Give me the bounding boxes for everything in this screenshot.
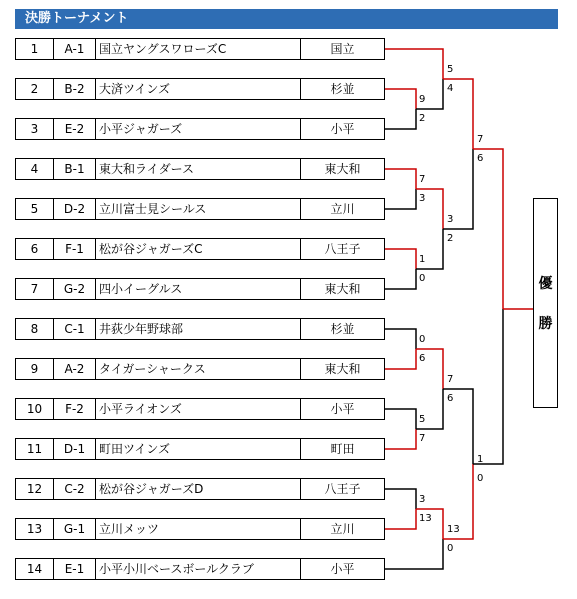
score-label: 3 bbox=[447, 214, 454, 225]
score-label: 1 bbox=[477, 454, 484, 465]
bracket-line bbox=[385, 189, 416, 209]
score-label: 3 bbox=[419, 193, 426, 204]
team-number: 4 bbox=[16, 159, 54, 179]
score-label: 3 bbox=[419, 494, 426, 505]
team-name: 立川メッツ bbox=[96, 519, 301, 539]
score-label: 5 bbox=[419, 414, 426, 425]
score-label: 2 bbox=[419, 113, 426, 124]
team-number: 9 bbox=[16, 359, 54, 379]
team-name: 井荻少年野球部 bbox=[96, 319, 301, 339]
score-label: 4 bbox=[447, 83, 454, 94]
team-city: 杉並 bbox=[330, 322, 355, 336]
score-label: 7 bbox=[477, 134, 484, 145]
team-number: 5 bbox=[16, 199, 54, 219]
score-label: 6 bbox=[477, 153, 484, 164]
bracket-line bbox=[385, 539, 443, 569]
team-number: 10 bbox=[16, 399, 54, 419]
team-code: A-2 bbox=[54, 359, 96, 379]
team-name: 町田ツインズ bbox=[96, 439, 301, 459]
team-number: 11 bbox=[16, 439, 54, 459]
score-label: 0 bbox=[419, 334, 426, 345]
score-label: 6 bbox=[419, 353, 426, 364]
champion-box bbox=[533, 198, 558, 408]
score-label: 6 bbox=[447, 393, 454, 404]
team-number: 1 bbox=[16, 39, 54, 59]
team-number: 12 bbox=[16, 479, 54, 499]
bracket-line bbox=[385, 489, 416, 509]
bracket-line bbox=[385, 349, 416, 369]
bracket-line bbox=[385, 409, 416, 429]
team-number: 8 bbox=[16, 319, 54, 339]
team-code: E-1 bbox=[54, 559, 96, 579]
bracket-line bbox=[385, 269, 416, 289]
team-city: 小平 bbox=[330, 562, 355, 576]
bracket-line bbox=[385, 89, 416, 109]
score-label: 1 bbox=[419, 254, 426, 265]
team-code: F-1 bbox=[54, 239, 96, 259]
team-code: G-1 bbox=[54, 519, 96, 539]
score-label: 7 bbox=[419, 433, 426, 444]
team-name: タイガーシャークス bbox=[96, 359, 301, 379]
tournament-title: 決勝トーナメント bbox=[15, 9, 558, 29]
team-name: 立川富士見シールス bbox=[96, 199, 301, 219]
team-city: 八王子 bbox=[324, 482, 361, 496]
team-city: 東大和 bbox=[324, 162, 361, 176]
team-code: C-1 bbox=[54, 319, 96, 339]
bracket-line bbox=[473, 309, 503, 464]
team-number: 3 bbox=[16, 119, 54, 139]
team-number: 2 bbox=[16, 79, 54, 99]
team-code: E-2 bbox=[54, 119, 96, 139]
team-code: D-2 bbox=[54, 199, 96, 219]
team-name: 小平小川ベースボールクラブ bbox=[96, 559, 301, 579]
bracket-line bbox=[385, 509, 416, 529]
team-name: 大済ツインズ bbox=[96, 79, 301, 99]
team-code: G-2 bbox=[54, 279, 96, 299]
team-city: 八王子 bbox=[324, 242, 361, 256]
team-name: 小平ライオンズ bbox=[96, 399, 301, 419]
score-label: 5 bbox=[447, 64, 454, 75]
bracket-line bbox=[385, 329, 416, 349]
team-name: 松が谷ジャガーズC bbox=[96, 239, 301, 259]
bracket-line bbox=[385, 169, 416, 189]
score-label: 13 bbox=[447, 524, 460, 535]
score-label: 7 bbox=[447, 374, 454, 385]
bracket-line bbox=[385, 109, 416, 129]
score-label: 0 bbox=[447, 543, 454, 554]
team-city: 小平 bbox=[330, 122, 355, 136]
team-city: 国立 bbox=[330, 42, 355, 56]
bracket-line bbox=[473, 149, 503, 309]
team-city: 小平 bbox=[330, 402, 355, 416]
team-number: 6 bbox=[16, 239, 54, 259]
score-label: 9 bbox=[419, 94, 426, 105]
champion-label-char: 優 bbox=[538, 276, 553, 292]
score-label: 2 bbox=[447, 233, 454, 244]
team-number: 13 bbox=[16, 519, 54, 539]
team-city: 東大和 bbox=[324, 282, 361, 296]
bracket-line bbox=[385, 249, 416, 269]
team-code: D-1 bbox=[54, 439, 96, 459]
team-code: B-1 bbox=[54, 159, 96, 179]
team-code: B-2 bbox=[54, 79, 96, 99]
team-code: C-2 bbox=[54, 479, 96, 499]
score-label: 0 bbox=[477, 473, 484, 484]
bracket-line bbox=[385, 49, 443, 79]
team-city: 町田 bbox=[330, 442, 355, 456]
score-label: 0 bbox=[419, 273, 426, 284]
score-label: 7 bbox=[419, 174, 426, 185]
team-name: 小平ジャガーズ bbox=[96, 119, 301, 139]
team-code: F-2 bbox=[54, 399, 96, 419]
team-name: 松が谷ジャガーズD bbox=[96, 479, 301, 499]
team-code: A-1 bbox=[54, 39, 96, 59]
team-name: 国立ヤングスワローズC bbox=[96, 39, 301, 59]
score-label: 13 bbox=[419, 513, 432, 524]
team-number: 14 bbox=[16, 559, 54, 579]
team-name: 東大和ライダース bbox=[96, 159, 301, 179]
team-city: 立川 bbox=[330, 202, 355, 216]
team-name: 四小イーグルス bbox=[96, 279, 301, 299]
champion-label-char: 勝 bbox=[538, 316, 553, 332]
team-number: 7 bbox=[16, 279, 54, 299]
team-city: 杉並 bbox=[330, 82, 355, 96]
team-city: 立川 bbox=[330, 522, 355, 536]
team-city: 東大和 bbox=[324, 362, 361, 376]
bracket-line bbox=[385, 429, 416, 449]
